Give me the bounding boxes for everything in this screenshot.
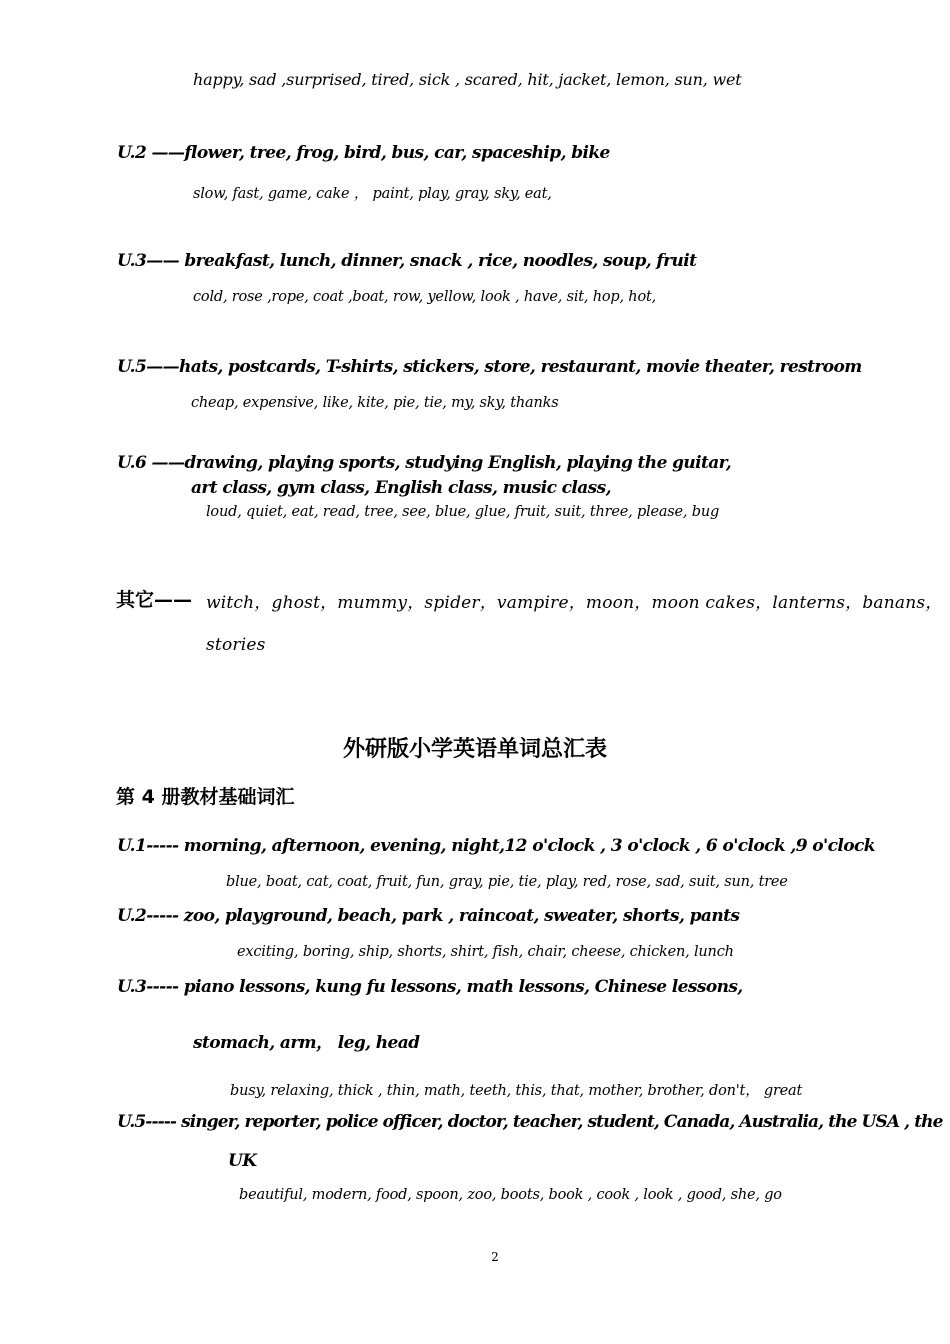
book3-unit-6-phonics: loud, quiet, eat, read, tree, see, blue, glue, fruit, suit, three, please, bug <box>206 504 720 520</box>
book3-unit-2: U.2 ——flower, tree, frog, bird, bus, car, spaceship, bike <box>117 143 610 163</box>
page-title: 外研版小学英语单词总汇表 <box>342 737 607 762</box>
book4-unit-3: U.3----- piano lessons, kung fu lessons, math lessons, Chinese lessons, <box>117 977 743 997</box>
other-words-continued: stories <box>206 635 266 655</box>
page-number: 2 <box>491 1250 499 1264</box>
book4-unit-2: U.2----- zoo, playground, beach, park , raincoat, sweater, shorts, pants <box>117 906 740 926</box>
top-phonics-line: happy, sad ,surprised, tired, sick , scared, hit, jacket, lemon, sun, wet <box>193 70 742 89</box>
book4-unit-3-continued: stomach, arm， leg, head <box>193 1033 420 1053</box>
book4-unit-5-continued: UK <box>228 1151 257 1171</box>
book4-unit-1: U.1----- morning, afternoon, evening, night,12 o'clock , 3 o'clock , 6 o'clock ,9 o'clock <box>117 836 875 856</box>
book3-unit-6-continued: art class, gym class, English class, music class, <box>191 478 611 498</box>
book4-unit-1-phonics: blue, boat, cat, coat, fruit, fun, gray, pie, tie, play, red, rose, sad, suit, sun, tree <box>226 874 788 890</box>
book4-unit-3-phonics: busy, relaxing, thick , thin, math, teeth, this, that, mother, brother, don't， great <box>230 1083 803 1099</box>
book3-unit-5: U.5——hats, postcards, T-shirts, stickers, store, restaurant, movie theater, restroom <box>117 357 862 377</box>
book4-unit-5-phonics: beautiful, modern, food, spoon, zoo, boots, book , cook , look , good, she, go <box>239 1187 782 1203</box>
book3-unit-3-phonics: cold, rose ,rope, coat ,boat, row, yellow, look , have, sit, hop, hot, <box>193 289 657 305</box>
book4-unit-2-phonics: exciting, boring, ship, shorts, shirt, fish, chair, cheese, chicken, lunch <box>237 944 734 960</box>
book3-unit-3: U.3—— breakfast, lunch, dinner, snack , rice, noodles, soup, fruit <box>117 251 697 271</box>
book4-unit-5: U.5----- singer, reporter, police officer, doctor, teacher, student, Canada, Australia, the USA , the <box>117 1112 943 1132</box>
book3-unit-2-phonics: slow, fast, game, cake ， paint, play, gray, sky, eat, <box>193 186 552 202</box>
book3-unit-6: U.6 ——drawing, playing sports, studying English, playing the guitar, <box>117 453 732 473</box>
section-subtitle: 第 4 册教材基础词汇 <box>116 786 295 808</box>
other-words: witch，ghost，mummy，spider，vampire，moon，moon cakes，lanterns，banans， <box>206 593 943 613</box>
other-label: 其它—— <box>116 589 193 611</box>
book3-unit-5-phonics: cheap, expensive, like, kite, pie, tie, my, sky, thanks <box>191 395 559 411</box>
